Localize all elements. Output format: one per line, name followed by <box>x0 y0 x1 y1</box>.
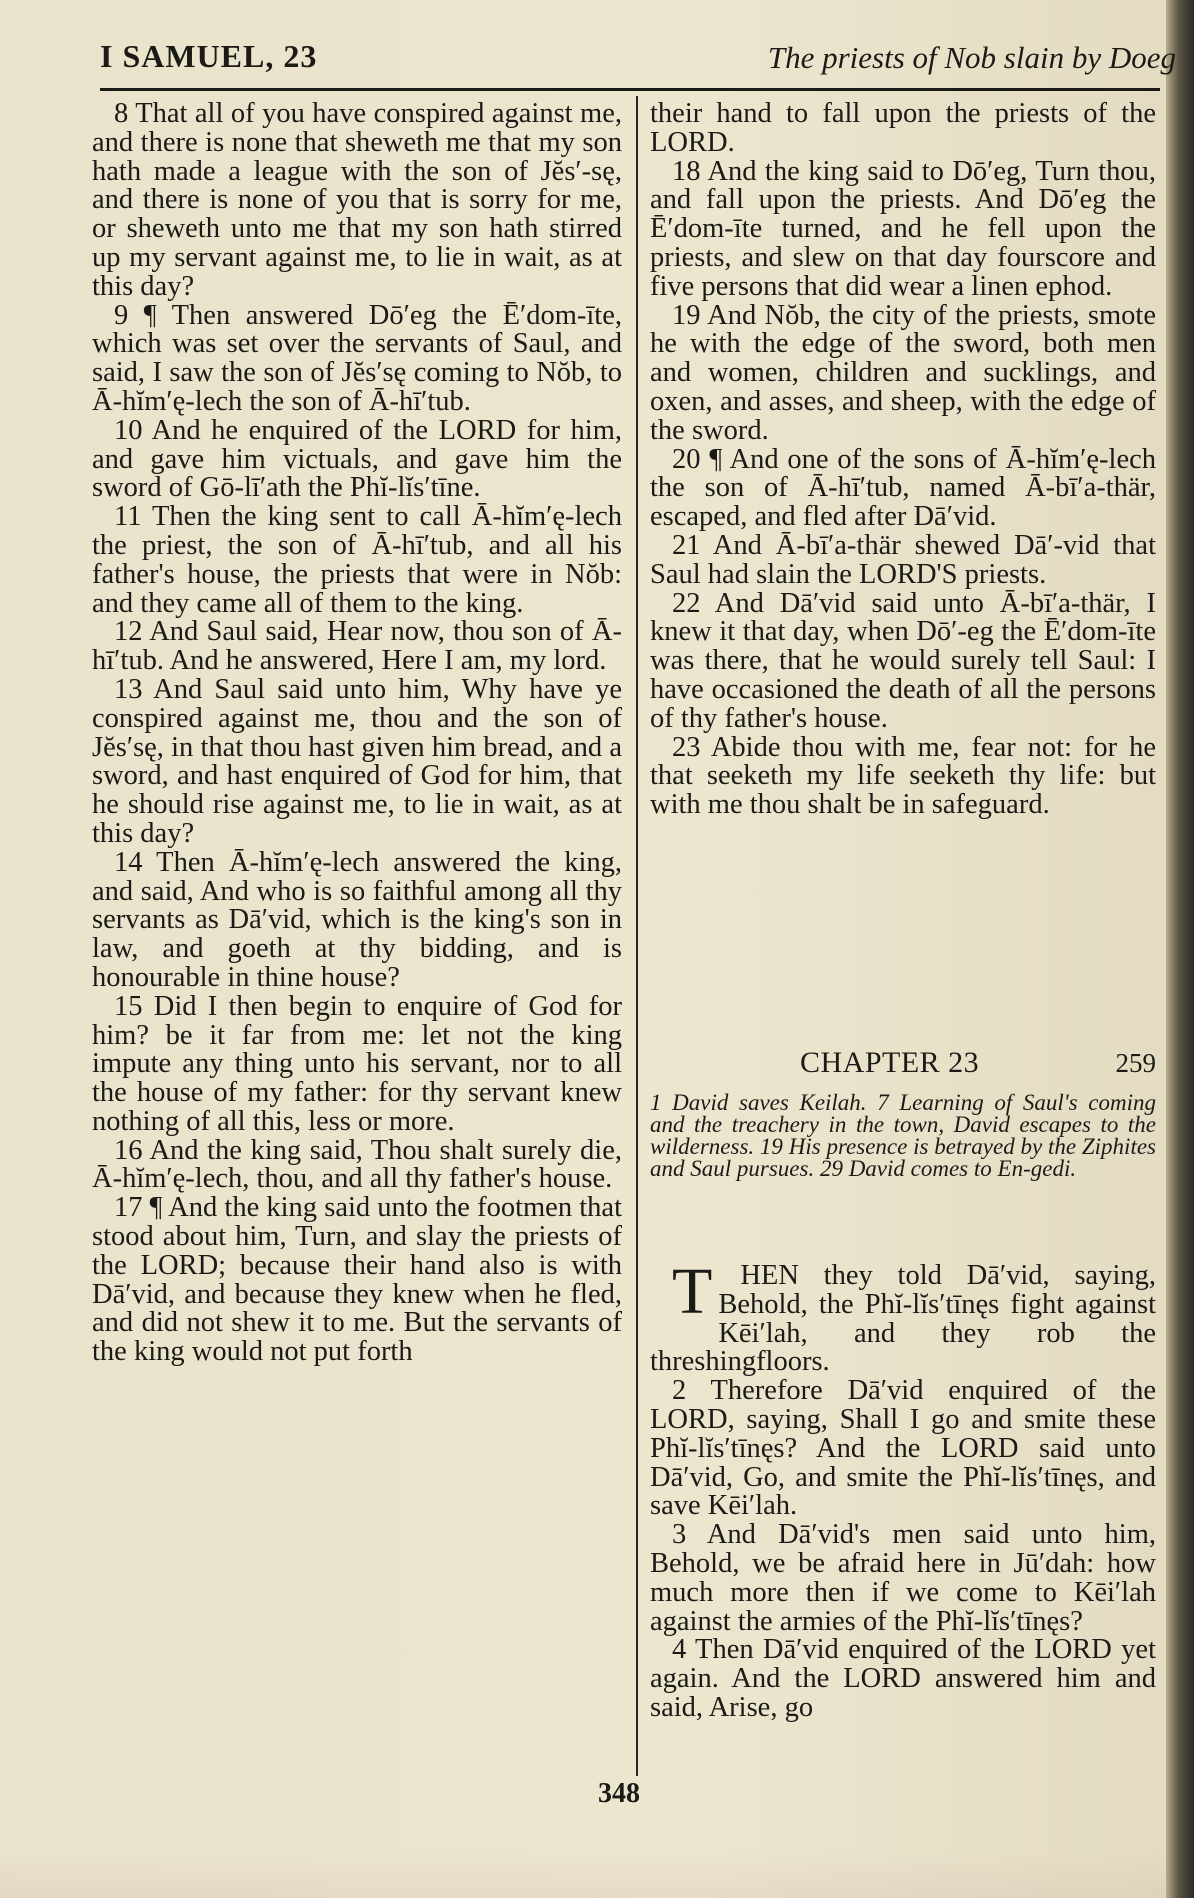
verse-13: 13 And Saul said unto him, Why have ye conspired against me, thou and the son of Jĕs′sę, in that thou hast given him bread, and a sword, and hast enquired of God for him, that he should rise against me, to lie in wait, as at this day? <box>92 673 622 849</box>
verse-15: 15 Did I then begin to enquire of God for him? be it far from me: let not the king impute any thing unto his servant, nor to all the house of my father: for thy servant knew nothing of all this, less or more. <box>92 990 622 1137</box>
running-head-topic: The priests of Nob slain by Doeg <box>767 40 1176 75</box>
verse-14: 14 Then Ā-hĭm′ę-lech answered the king, and said, And who is so faithful among all thy servants as Dā′vid, which is the king's son in law, and goeth at thy bidding, and is honourable in thine house? <box>92 846 622 993</box>
verse-17-continued: their hand to fall upon the priests of the LORD. <box>650 98 1156 158</box>
verse-8: 8 That all of you have conspired against me, and there is none that sheweth me that my son hath made a league with the son of Jĕs′-sę, and there is none of you that is sorry for me, or sheweth unto me that my son hath stirred up my servant against me, to lie in wait, as at this day? <box>92 98 622 302</box>
header-rule <box>100 88 1160 91</box>
drop-cap: T <box>672 1255 713 1328</box>
right-column <box>650 100 1156 820</box>
chapter-verse-3: 3 And Dā′vid's men said unto him, Behold, we be afraid here in Jū′dah: how much more then if we come to Kēi′lah against the armies of the Phĭ-lĭs′tīnęs? <box>650 1519 1156 1637</box>
verse-16: 16 And the king said, Thou shalt surely die, Ā-hĭm′ę-lech, thou, and all thy father's house. <box>92 1134 622 1195</box>
column-divider <box>636 96 638 1776</box>
left-column <box>92 100 622 1367</box>
book-spine-shadow <box>1166 0 1194 1898</box>
chapter-text <box>650 1255 1156 1723</box>
verse-22: 22 And Dā′vid said unto Ā-bī′a-thär, I knew it that day, when Dō′-eg the Ē′dom-īte was there, that he would surely tell Saul: I have occasioned the death of all the persons of thy father's house. <box>650 587 1156 734</box>
chapter-verse-4: 4 Then Dā′vid enquired of the LORD yet again. And the LORD answered him and said, Arise, go <box>650 1634 1156 1723</box>
chapter-heading <box>650 1046 1156 1082</box>
page-number: 348 <box>598 1778 640 1809</box>
verse-20: 20 ¶ And one of the sons of Ā-hĭm′ę-lech the son of Ā-hī′tub, named Ā-bī′a-thär, escaped, and fled after Dā′vid. <box>650 443 1156 533</box>
running-head-book-chapter: I SAMUEL, 23 <box>100 38 318 74</box>
chapter-section-number: 259 <box>1115 1048 1156 1078</box>
chapter-verse-2: 2 Therefore Dā′vid enquired of the LORD, saying, Shall I go and smite these Phĭ-lĭs′tīnęs? And the LORD said unto Dā′vid, Go, and smite the Phĭ-lĭs′tīnęs, and save Kēi′lah. <box>650 1375 1156 1522</box>
verse-17: 17 ¶ And the king said unto the footmen that stood about him, Turn, and slay the priests of the LORD; because their hand also is with Dā′vid, and because they knew when he fled, and did not shew it to me. But the servants of the king would not put forth <box>92 1192 622 1368</box>
chapter-verse-1-text: HEN they told Dā′vid, saying, Behold, the Phĭ-lĭs′tīnęs fight against Kēi′lah, and they rob the threshingfloors. <box>650 1260 1156 1378</box>
verse-23: 23 Abide thou with me, fear not: for he that seeketh my life seeketh thy life: but with me thou shalt be in safeguard. <box>650 731 1156 821</box>
chapter-summary: 1 David saves Keilah. 7 Learning of Saul's coming and the treachery in the town, David escapes to the wilderness. 19 His presence is betrayed by the Ziphites and Saul pursues. 29 David comes to En-gedi. <box>650 1090 1156 1181</box>
chapter-verse-1 <box>650 1255 1156 1378</box>
verse-12: 12 And Saul said, Hear now, thou son of Ā-hī′tub. And he answered, Here I am, my lord. <box>92 616 622 677</box>
verse-19: 19 And Nŏb, the city of the priests, smote he with the edge of the sword, both men and women, children and sucklings, and oxen, and asses, and sheep, with the edge of the sword. <box>650 299 1156 446</box>
verse-11: 11 Then the king sent to call Ā-hĭm′ę-lech the priest, the son of Ā-hī′tub, and all his father's house, the priests that were in Nŏb: and they came all of them to the king. <box>92 501 622 619</box>
verse-10: 10 And he enquired of the LORD for him, and gave him victuals, and gave him the sword of Gō-lī′ath the Phĭ-lĭs′tīne. <box>92 414 622 504</box>
chapter-title: CHAPTER 23 <box>800 1046 980 1079</box>
verse-9: 9 ¶ Then answered Dō′eg the Ē′dom-īte, which was set over the servants of Saul, and said, I saw the son of Jĕs′sę coming to Nŏb, to Ā-hĭm′ę-lech the son of Ā-hī′tub. <box>92 299 622 417</box>
verse-18: 18 And the king said to Dō′eg, Turn thou, and fall upon the priests. And Dō′eg the Ē′dom-īte turned, and he fell upon the priests, and slew on that day fourscore and five persons that did wear a linen ephod. <box>650 155 1156 302</box>
page-bottom-edge <box>0 1850 1166 1898</box>
verse-21: 21 And Ā-bī′a-thär shewed Dā′-vid that Saul had slain the LORD'S priests. <box>650 529 1156 590</box>
